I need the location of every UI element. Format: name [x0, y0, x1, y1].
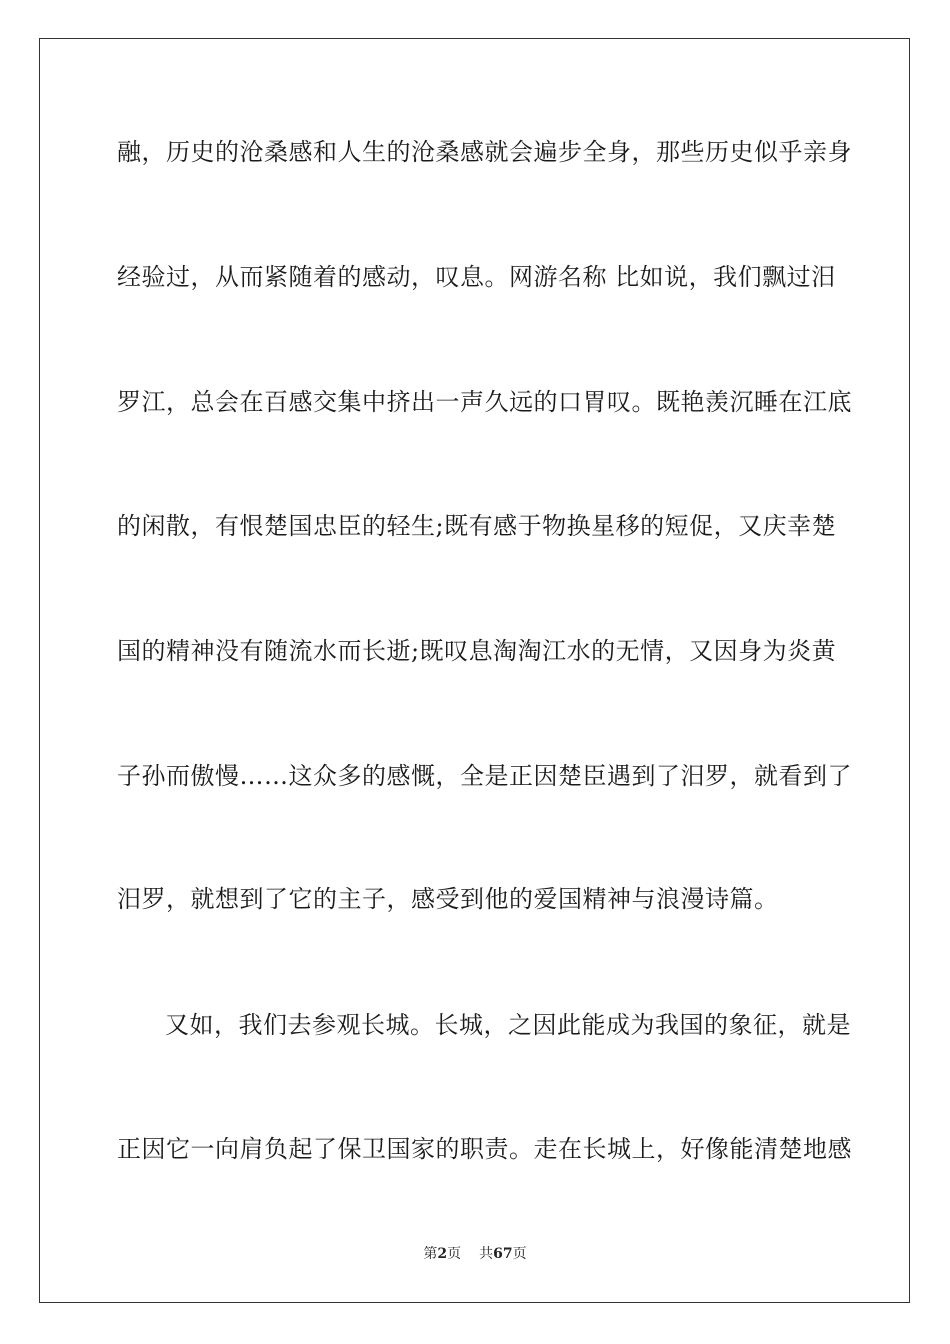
- page-suffix: 页: [447, 1246, 462, 1262]
- page-number: 2: [437, 1246, 448, 1262]
- body-text-line-8: 又如，我们去参观长城。长城，之因此能成为我国的象征，就是: [165, 1011, 851, 1039]
- body-text-line-7: 汨罗，就想到了它的主子，感受到他的爱国精神与浪漫诗篇。: [117, 885, 779, 913]
- total-suffix: 页: [512, 1246, 527, 1262]
- page-footer: [0, 1245, 950, 1263]
- body-text-line-2: 经验过，从而紧随着的感动，叹息。网游名称 比如说，我们飘过汨: [117, 263, 836, 291]
- body-text-line-3: 罗江，总会在百感交集中挤出一声久远的口胃叹。既艳羡沉睡在江底: [117, 388, 852, 416]
- total-prefix: 共: [479, 1246, 494, 1262]
- page-border: [39, 38, 910, 1303]
- page-prefix: 第: [423, 1246, 438, 1262]
- total-pages: 67: [493, 1246, 513, 1262]
- body-text-line-1: 融，历史的沧桑感和人生的沧桑感就会遍步全身，那些历史似乎亲身: [117, 138, 852, 166]
- body-text-line-6: 子孙而傲慢……这众多的感慨，全是正因楚臣遇到了汨罗，就看到了: [117, 762, 852, 790]
- body-text-line-5: 国的精神没有随流水而长逝;既叹息淘淘江水的无情，又因身为炎黄: [117, 637, 837, 665]
- body-text-line-4: 的闲散，有恨楚国忠臣的轻生;既有感于物换星移的短促，又庆幸楚: [117, 512, 837, 540]
- body-text-line-9: 正因它一向肩负起了保卫国家的职责。走在长城上，好像能清楚地感: [117, 1135, 852, 1163]
